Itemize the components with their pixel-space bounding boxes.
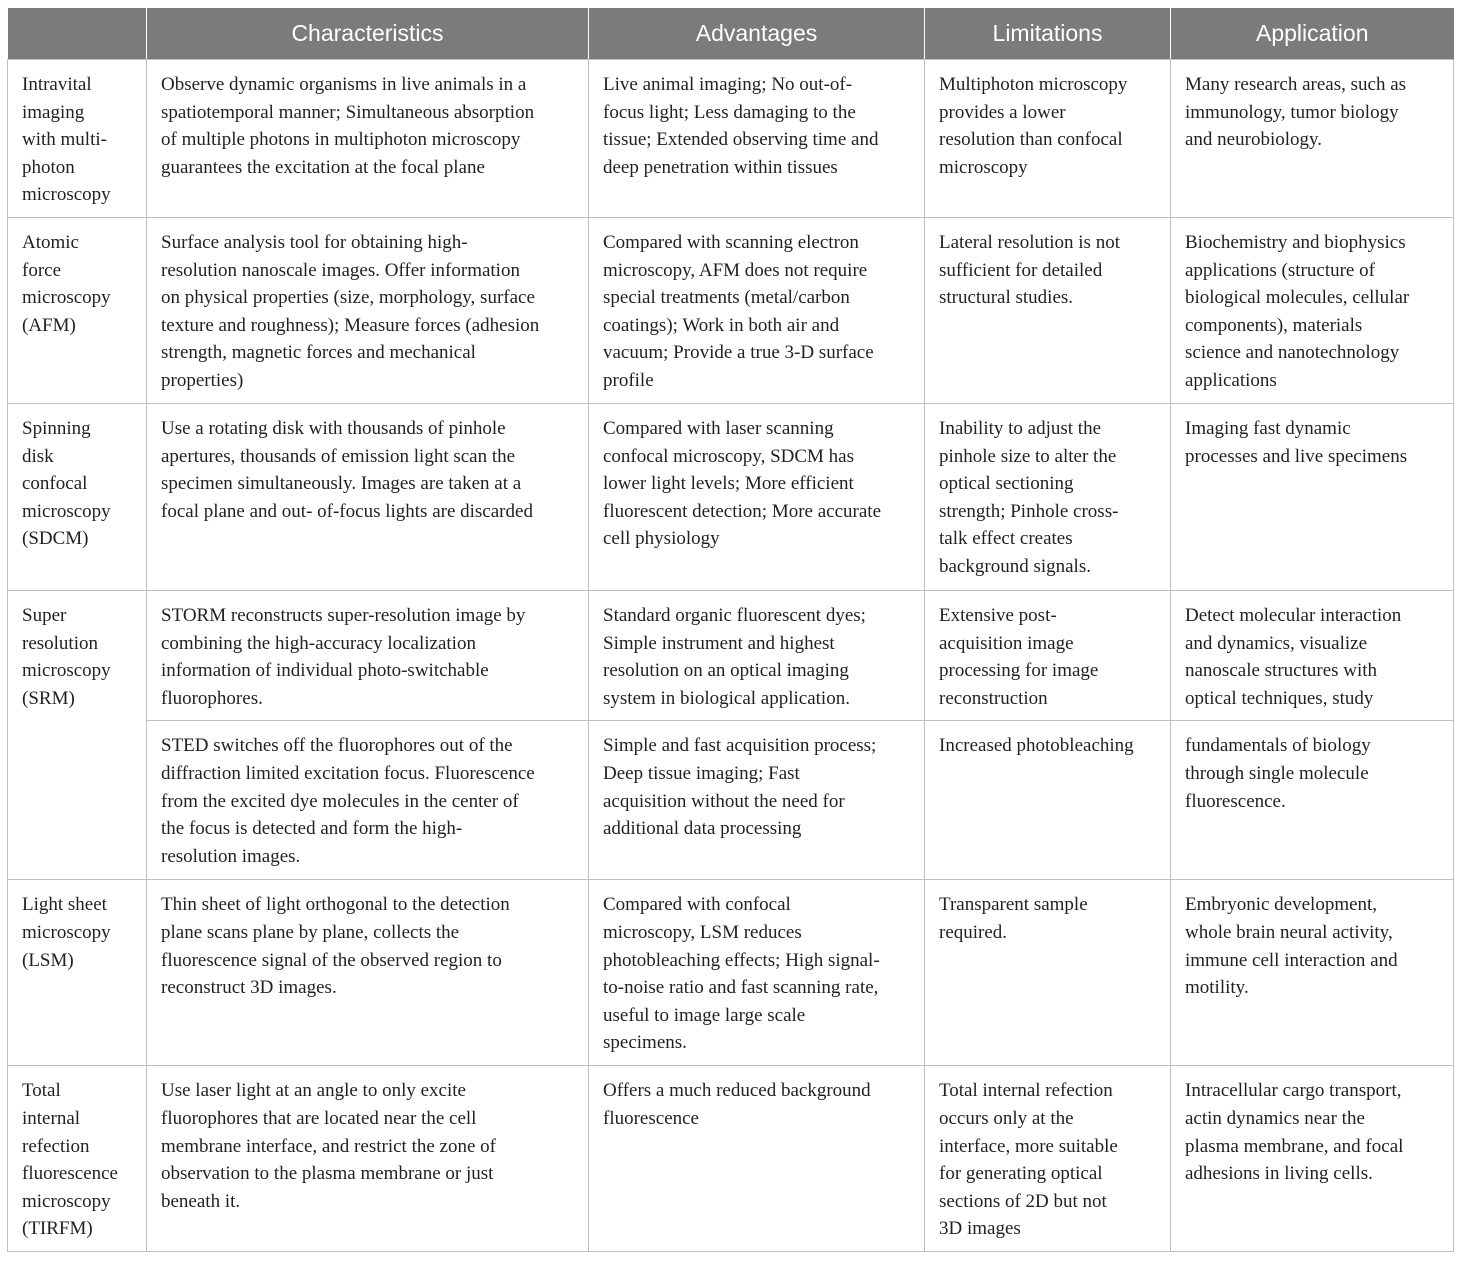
cell-text-line: occurs only at the (939, 1107, 1074, 1129)
cell-text-line: structural studies. (939, 287, 1074, 309)
cell-text-line: provides a lower (939, 101, 1066, 123)
cell-text-line: processes and live specimens (1185, 445, 1408, 467)
cell-text-line: imaging (22, 101, 85, 123)
cell-text-line: STED switches off the fluorophores out of the (161, 735, 513, 757)
cell-text-line: Light sheet (22, 894, 107, 916)
limitations-cell (925, 60, 1171, 218)
characteristics-cell (147, 880, 589, 1066)
cell-text-line: deep penetration within tissues (603, 156, 838, 178)
cell-text-line: disk (22, 445, 54, 467)
cell-text-line: sufficient for detailed (939, 259, 1103, 281)
cell-text-line: system in biological application. (603, 687, 850, 709)
cell-text-line: additional data processing (603, 818, 802, 840)
cell-text-line: microscopy, LSM reduces (603, 921, 802, 943)
cell-text-line: components), materials (1185, 314, 1363, 336)
table-row (8, 1066, 1454, 1252)
cell-text-line: fluorescent detection; More accurate (603, 500, 881, 522)
cell-text-line: Detect molecular interaction (1185, 605, 1402, 626)
advantages-cell (589, 591, 925, 721)
cell-text-line: resolution nanoscale images. Offer information (161, 259, 520, 281)
cell-text-line: focal plane and out- of-focus lights are discarded (161, 500, 533, 522)
cell-text-line: fundamentals of biology (1185, 735, 1371, 757)
cell-text-line: Increased photobleaching (939, 735, 1134, 757)
cell-text-line: Surface analysis tool for obtaining high- (161, 232, 468, 253)
cell-text-line: microscopy (939, 156, 1028, 178)
cell-text-line: 3D images (939, 1218, 1021, 1240)
application-cell (1171, 404, 1454, 591)
cell-text-line: specimens. (603, 1032, 687, 1054)
cell-text-line: photon (22, 156, 75, 178)
limitations-cell (925, 1066, 1171, 1252)
cell-text-line: lower light levels; More efficient (603, 473, 854, 495)
cell-text-line: with multi- (22, 129, 107, 151)
advantages-cell (589, 721, 925, 880)
cell-text-line: guarantees the excitation at the focal plane (161, 156, 485, 178)
cell-text-line: apertures, thousands of emission light scan the (161, 445, 516, 467)
cell-text-line: on physical properties (size, morphology, surface (161, 287, 535, 309)
cell-text-line: resolution (22, 632, 98, 654)
cell-text-line: through single molecule (1185, 762, 1369, 784)
cell-text-line: actin dynamics near the (1185, 1107, 1365, 1129)
cell-text-line: Live animal imaging; No out-of- (603, 74, 853, 95)
cell-text-line: Spinning (22, 418, 91, 439)
advantages-cell (589, 880, 925, 1066)
cell-text-line: biological molecules, cellular (1185, 287, 1410, 309)
cell-text-line: microscopy (22, 500, 111, 522)
cell-text-line: resolution images. (161, 845, 301, 867)
cell-text-line: to-noise ratio and fast scanning rate, (603, 977, 879, 999)
characteristics-cell (147, 60, 589, 218)
cell-text-line: Deep tissue imaging; Fast (603, 762, 800, 784)
cell-text-line: Multiphoton microscopy (939, 74, 1128, 95)
cell-text-line: STORM reconstructs super-resolution image by (161, 605, 526, 626)
cell-text-line: Simple instrument and highest (603, 632, 835, 654)
cell-text-line: microscopy (22, 184, 111, 206)
cell-text-line: membrane interface, and restrict the zone of (161, 1135, 496, 1157)
microscopy-comparison-table (7, 8, 1454, 1252)
cell-text-line: (TIRFM) (22, 1218, 93, 1240)
cell-text-line: specimen simultaneously. Images are taken at a (161, 473, 522, 495)
cell-text-line: applications (1185, 369, 1277, 391)
cell-text-line: microscopy (22, 287, 111, 309)
cell-text-line: interface, more suitable (939, 1135, 1118, 1157)
cell-text-line: confocal microscopy, SDCM has (603, 445, 854, 467)
cell-text-line: background signals. (939, 555, 1091, 577)
cell-text-line: photobleaching effects; High signal- (603, 949, 880, 971)
advantages-cell (589, 404, 925, 591)
table-row (8, 404, 1454, 591)
cell-text-line: required. (939, 921, 1008, 943)
cell-text-line: science and nanotechnology (1185, 342, 1400, 364)
cell-text-line: Use laser light at an angle to only excite (161, 1080, 466, 1102)
cell-text-line: profile (603, 369, 654, 391)
cell-text-line: the focus is detected and form the high- (161, 818, 463, 840)
cell-text-line: acquisition image (939, 632, 1074, 654)
cell-text-line: (SRM) (22, 687, 75, 709)
cell-text-line: (LSM) (22, 949, 74, 971)
cell-text-line: information of individual photo-switchable (161, 660, 489, 682)
cell-text-line: Compared with confocal (603, 894, 791, 916)
limitations-cell (925, 404, 1171, 591)
cell-text-line: and neurobiology. (1185, 129, 1323, 151)
advantages-cell (589, 1066, 925, 1252)
cell-text-line: Transparent sample (939, 894, 1088, 916)
cell-text-line: Compared with laser scanning (603, 418, 834, 439)
cell-text-line: strength, magnetic forces and mechanical (161, 342, 476, 364)
cell-text-line: microscopy (22, 921, 111, 943)
cell-text-line: Embryonic development, (1185, 894, 1378, 916)
application-cell (1171, 218, 1454, 404)
cell-text-line: resolution on an optical imaging (603, 660, 849, 682)
cell-text-line: strength; Pinhole cross- (939, 500, 1119, 522)
cell-text-line: microscopy (22, 1190, 111, 1212)
characteristics-cell (147, 218, 589, 404)
cell-text-line: Total (22, 1080, 61, 1102)
cell-text-line: plasma membrane, and focal (1185, 1135, 1404, 1157)
cell-text-line: talk effect creates (939, 528, 1073, 550)
cell-text-line: Super (22, 605, 67, 626)
cell-text-line: fluorescence (22, 1163, 118, 1185)
application-cell (1171, 60, 1454, 218)
cell-text-line: combining the high-accuracy localization (161, 632, 476, 654)
method-name-cell (8, 1066, 147, 1252)
cell-text-line: fluorescence. (1185, 790, 1286, 812)
cell-text-line: internal (22, 1107, 81, 1129)
cell-text-line: immune cell interaction and (1185, 949, 1398, 971)
cell-text-line: for generating optical (939, 1163, 1103, 1185)
cell-text-line: reconstruction (939, 687, 1048, 709)
cell-text-line: useful to image large scale (603, 1004, 806, 1026)
cell-text-line: adhesions in living cells. (1185, 1163, 1373, 1185)
table-row (8, 880, 1454, 1066)
method-name-cell (8, 880, 147, 1066)
characteristics-cell (147, 1066, 589, 1252)
cell-text-line: optical sectioning (939, 473, 1074, 495)
cell-text-line: special treatments (metal/carbon (603, 287, 850, 309)
cell-text-line: Imaging fast dynamic (1185, 418, 1351, 439)
cell-text-line: tissue; Extended observing time and (603, 129, 879, 151)
cell-text-line: immunology, tumor biology (1185, 101, 1399, 123)
cell-text-line: Offers a much reduced background (603, 1080, 871, 1102)
cell-text-line: Intracellular cargo transport, (1185, 1080, 1402, 1102)
cell-text-line: Inability to adjust the (939, 418, 1102, 439)
cell-text-line: of multiple photons in multiphoton microscopy (161, 129, 521, 151)
cell-text-line: (SDCM) (22, 528, 89, 550)
cell-text-line: force (22, 259, 62, 281)
cell-text-line: confocal (22, 473, 88, 495)
limitations-cell (925, 218, 1171, 404)
cell-text-line: whole brain neural activity, (1185, 921, 1393, 943)
cell-text-line: beneath it. (161, 1190, 241, 1212)
application-cell (1171, 721, 1454, 880)
cell-text-line: optical techniques, study (1185, 687, 1374, 709)
cell-text-line: nanoscale structures with (1185, 660, 1378, 682)
cell-text-line: Simple and fast acquisition process; (603, 735, 877, 757)
cell-text-line: fluorophores that are located near the cell (161, 1107, 477, 1129)
cell-text-line: pinhole size to alter the (939, 445, 1117, 467)
cell-text-line: fluorescence signal of the observed region to (161, 949, 502, 971)
characteristics-cell (147, 721, 589, 880)
cell-text-line: motility. (1185, 977, 1249, 999)
cell-text-line: coatings); Work in both air and (603, 314, 840, 336)
cell-text-line: Extensive post- (939, 605, 1057, 626)
cell-text-line: focus light; Less damaging to the (603, 101, 856, 123)
cell-text-line: applications (structure of (1185, 259, 1375, 281)
method-name-cell (8, 591, 147, 880)
microscopy-comparison-table-container (7, 8, 1453, 1252)
cell-text-line: fluorescence (603, 1107, 699, 1129)
cell-text-line: resolution than confocal (939, 129, 1123, 151)
table-row (8, 721, 1454, 880)
method-name-cell (8, 218, 147, 404)
advantages-cell (589, 60, 925, 218)
header-advantages: Advantages (589, 8, 925, 60)
cell-text-line: Intravital (22, 74, 92, 95)
application-cell (1171, 591, 1454, 721)
cell-text-line: (AFM) (22, 314, 76, 336)
cell-text-line: reconstruct 3D images. (161, 977, 337, 999)
cell-text-line: microscopy (22, 660, 111, 682)
header-limitations: Limitations (925, 8, 1171, 60)
cell-text-line: vacuum; Provide a true 3-D surface (603, 342, 874, 364)
cell-text-line: spatiotemporal manner; Simultaneous absorption (161, 101, 535, 123)
cell-text-line: texture and roughness); Measure forces (adhesion (161, 314, 540, 336)
limitations-cell (925, 591, 1171, 721)
limitations-cell (925, 721, 1171, 880)
characteristics-cell (147, 591, 589, 721)
cell-text-line: and dynamics, visualize (1185, 632, 1368, 654)
method-name-cell (8, 404, 147, 591)
cell-text-line: Standard organic fluorescent dyes; (603, 605, 866, 626)
application-cell (1171, 1066, 1454, 1252)
cell-text-line: plane scans plane by plane, collects the (161, 921, 460, 943)
cell-text-line: fluorophores. (161, 687, 263, 709)
method-name-cell (8, 60, 147, 218)
cell-text-line: diffraction limited excitation focus. Fluorescence (161, 762, 535, 784)
cell-text-line: sections of 2D but not (939, 1190, 1107, 1212)
cell-text-line: Compared with scanning electron (603, 232, 859, 253)
cell-text-line: observation to the plasma membrane or just (161, 1163, 494, 1185)
cell-text-line: acquisition without the need for (603, 790, 845, 812)
header-application: Application (1171, 8, 1454, 60)
cell-text-line: from the excited dye molecules in the center of (161, 790, 519, 812)
header-row (8, 8, 1454, 60)
cell-text-line: Atomic (22, 232, 79, 253)
cell-text-line: Use a rotating disk with thousands of pinhole (161, 418, 506, 439)
cell-text-line: Lateral resolution is not (939, 232, 1120, 253)
cell-text-line: microscopy, AFM does not require (603, 259, 868, 281)
cell-text-line: properties) (161, 369, 244, 391)
limitations-cell (925, 880, 1171, 1066)
cell-text-line: Thin sheet of light orthogonal to the detection (161, 894, 510, 916)
header-method (8, 8, 147, 60)
application-cell (1171, 880, 1454, 1066)
cell-text-line: refection (22, 1135, 90, 1157)
cell-text-line: Many research areas, such as (1185, 74, 1407, 95)
cell-text-line: Total internal refection (939, 1080, 1113, 1102)
cell-text-line: processing for image (939, 660, 1099, 682)
cell-text-line: Biochemistry and biophysics (1185, 232, 1406, 253)
table-row (8, 60, 1454, 218)
characteristics-cell (147, 404, 589, 591)
table-row (8, 218, 1454, 404)
cell-text-line: cell physiology (603, 528, 720, 550)
header-characteristics: Characteristics (147, 8, 589, 60)
cell-text-line: Observe dynamic organisms in live animals in a (161, 74, 527, 95)
table-row (8, 591, 1454, 721)
advantages-cell (589, 218, 925, 404)
